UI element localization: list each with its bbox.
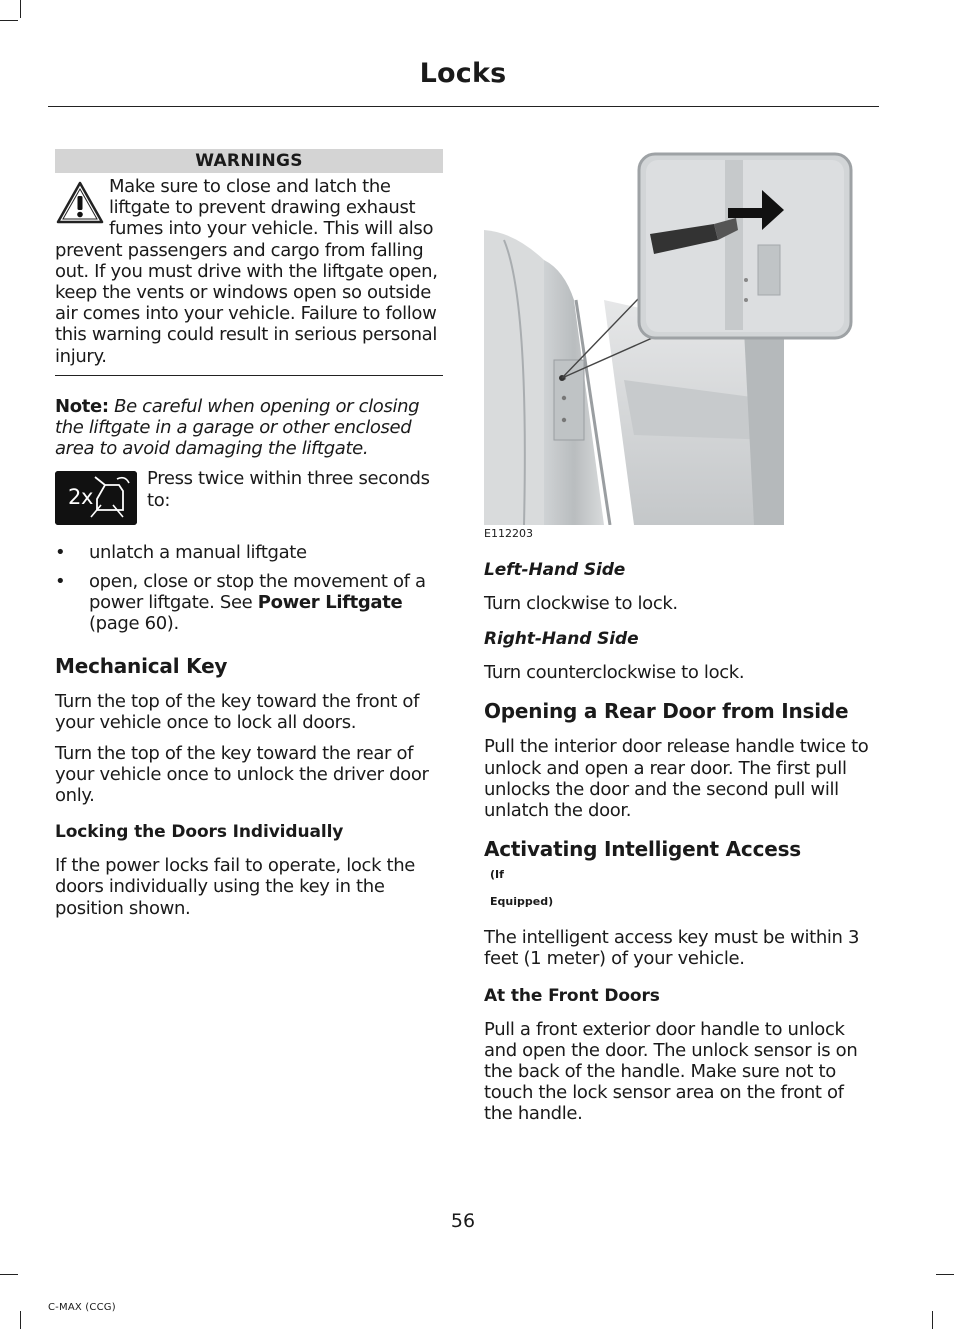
bullet-icon: •: [55, 570, 66, 592]
warnings-heading: WARNINGS: [55, 149, 443, 173]
left-hand-heading: Left-Hand Side: [484, 560, 626, 580]
mechanical-key-para-2: Turn the top of the key toward the rear of your vehicle once to unlock the driver door only.: [55, 742, 429, 807]
bullet-page-ref: (page 60).: [89, 613, 179, 635]
note-text: Be careful when opening or closing the liftgate in a garage or other enclosed area to avoid damaging the liftgate.: [55, 395, 420, 460]
note-label: Note:: [55, 395, 109, 417]
liftgate-bullet-list: [55, 542, 443, 634]
right-column: [484, 150, 876, 1125]
power-liftgate-link[interactable]: Power Liftgate: [257, 591, 403, 613]
figure-code: E112203: [484, 527, 533, 540]
bullet-icon: •: [55, 542, 66, 564]
front-doors-text: Pull a front exterior door handle to unlock and open the door. The unlock sensor is on the back of the handle. Make sure not to touch the lock sensor area on the front of the handle.: [484, 1018, 858, 1125]
list-item: [55, 542, 443, 563]
door-lock-figure: [484, 150, 876, 525]
locking-individually-heading: Locking the Doors Individually: [55, 822, 344, 843]
front-doors-heading: At the Front Doors: [484, 985, 660, 1006]
rear-door-text: Pull the interior door release handle twice to unlock and open a rear door. The first pull unlocks the door and the second pull will unlatch the door.: [484, 736, 869, 822]
left-column: [55, 149, 443, 919]
warning-divider: [55, 375, 443, 376]
bullet-text: unlatch a manual liftgate: [89, 542, 307, 564]
mechanical-key-para-1: Turn the top of the key toward the front of your vehicle once to lock all doors.: [55, 691, 420, 734]
mechanical-key-heading: Mechanical Key: [55, 654, 228, 679]
right-hand-heading: Right-Hand Side: [484, 629, 639, 650]
crop-mark: [0, 1274, 18, 1275]
page-title: Locks: [419, 58, 507, 89]
list-item: [55, 571, 443, 635]
crop-mark: [20, 0, 21, 18]
note-paragraph: [55, 396, 443, 460]
liftgate-2x-icon-text: 2x: [68, 485, 94, 510]
title-divider: [48, 106, 879, 107]
press-twice-row: [55, 468, 443, 525]
liftgate-2x-icon: [55, 471, 137, 525]
warning-block: [55, 176, 443, 367]
warning-triangle-icon: [55, 180, 105, 226]
page-number: 56: [450, 1210, 476, 1232]
intelligent-access-heading-block: [484, 837, 876, 915]
warning-text: Make sure to close and latch the liftgate to prevent drawing exhaust fumes into your vehicle. This will also prevent passengers and cargo from falling out. If you must drive with the liftgate open, keep the vents or windows open so outside air comes into your vehicle. Failure to follow this warning could result in serious personal injury.: [55, 176, 438, 367]
footer-model: C-MAX (CCG): [48, 1302, 116, 1313]
rear-door-heading: Opening a Rear Door from Inside: [484, 699, 849, 724]
door-lock-illustration: [484, 150, 876, 525]
bullet-text: open, close or stop the movement of a power liftgate. See: [89, 570, 426, 613]
intelligent-access-heading: Activating Intelligent Access: [484, 837, 801, 862]
crop-mark: [936, 1274, 954, 1275]
left-hand-text: Turn clockwise to lock.: [484, 593, 678, 614]
crop-mark: [932, 1311, 933, 1329]
crop-mark: [20, 1311, 21, 1329]
crop-mark: [0, 20, 18, 21]
if-equipped-tag: (If Equipped): [490, 868, 554, 909]
intelligent-access-text: The intelligent access key must be within 3 feet (1 meter) of your vehicle.: [484, 927, 860, 970]
right-hand-text: Turn counterclockwise to lock.: [484, 662, 745, 684]
locking-individually-text: If the power locks fail to operate, lock the doors individually using the key in the position shown.: [55, 855, 416, 919]
press-twice-text: Press twice within three seconds to:: [147, 468, 430, 511]
